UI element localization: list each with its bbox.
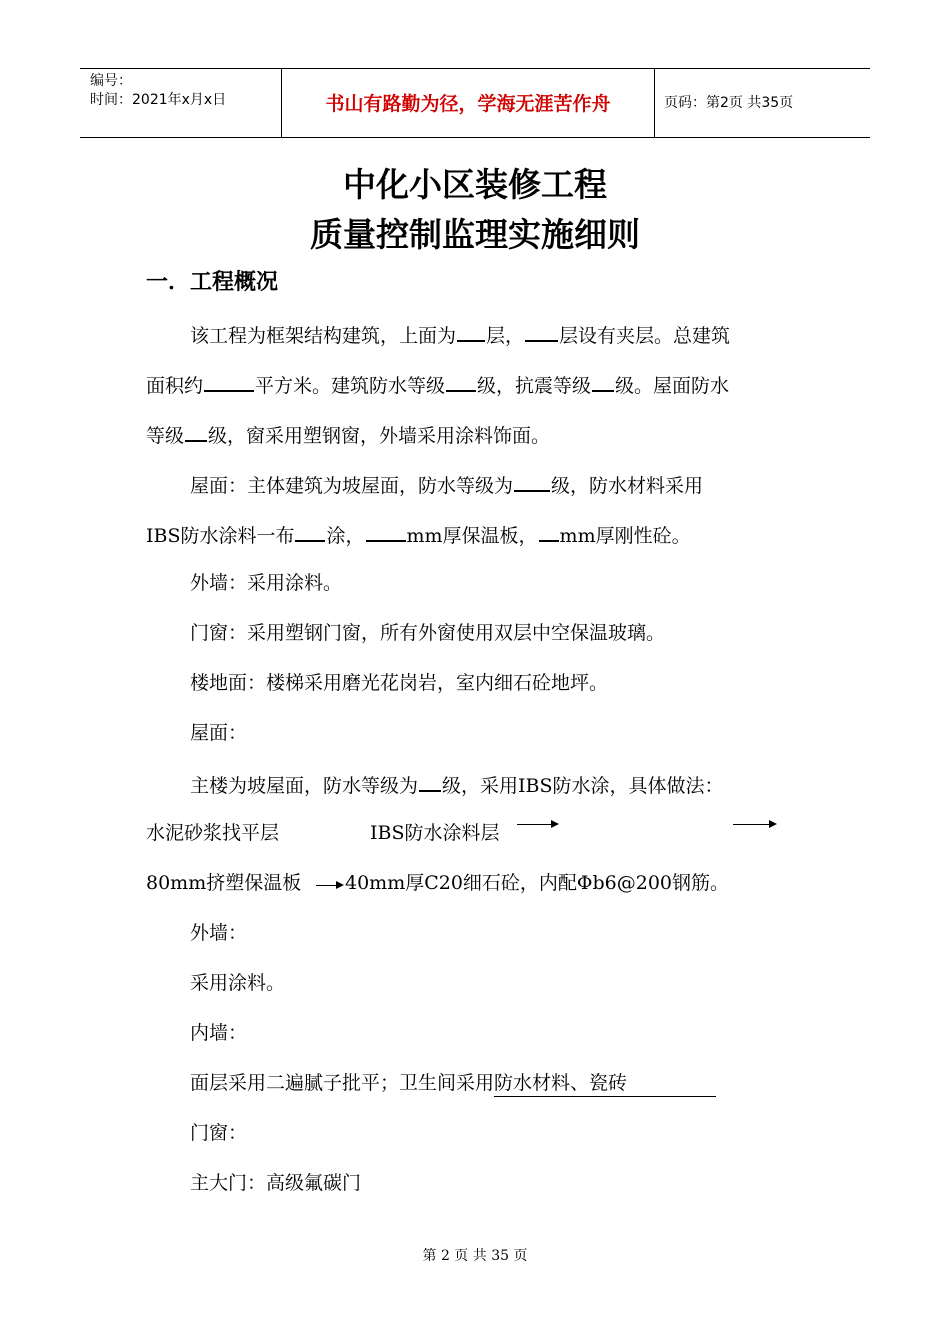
document-title-line2: 质量控制监理实施细则 — [310, 215, 640, 254]
document-title-line1: 中化小区装修工程 — [343, 165, 607, 204]
arrow-icon — [316, 885, 338, 886]
text-line: 采用涂料。 — [190, 972, 286, 994]
text-line: 内墙： — [190, 1022, 248, 1044]
text-segment: 防水材料、瓷砖 — [494, 1072, 628, 1094]
text-segment: 级，抗震等级 — [477, 375, 592, 397]
underlined-value — [494, 1070, 716, 1097]
text-line: 门窗：采用塑钢门窗，所有外窗使用双层中空保温玻璃。 — [190, 622, 666, 644]
page-footer: 第 2 页 共 35 页 — [422, 1248, 528, 1264]
text-line: 外墙：采用涂料。 — [190, 572, 343, 594]
header-page-cell — [655, 69, 870, 137]
text-segment: 面层采用二遍腻子批平；卫生间采用 — [190, 1072, 495, 1094]
header-motto-cell — [282, 69, 655, 137]
text-line: 外墙： — [190, 922, 248, 944]
page-header — [80, 68, 870, 138]
text-line: 屋面： — [190, 722, 248, 744]
fill-blank — [295, 520, 325, 542]
arrow-icon — [733, 824, 771, 825]
text-segment: mm厚保温板， — [406, 525, 538, 547]
fill-blank — [366, 520, 406, 542]
page-info: 页码：第2页 共35页 — [664, 95, 794, 111]
time-label: 时间：2021年x月x日 — [90, 92, 227, 108]
text-segment: 层设有夹层。总建筑 — [559, 325, 731, 347]
text-line: 40mm厚C20细石砼，内配Φb6@200钢筋。 — [345, 872, 730, 894]
arrow-icon — [517, 824, 553, 825]
text-segment: 级，采用IBS防水涂，具体做法： — [442, 775, 724, 797]
text-segment: IBS防水涂料一布 — [146, 525, 295, 547]
fill-blank — [446, 370, 476, 392]
fill-blank — [592, 370, 614, 392]
text-segment: 80mm挤塑保温板 — [146, 872, 302, 894]
fill-blank — [204, 370, 254, 392]
text-segment: 涂， — [326, 525, 365, 547]
text-segment: 层， — [486, 325, 525, 347]
text-line — [146, 420, 550, 449]
text-segment: 级，窗采用塑钢窗，外墙采用涂料饰面。 — [208, 425, 551, 447]
fill-blank — [457, 320, 485, 342]
text-line: 主大门：高级氟碳门 — [190, 1172, 362, 1194]
text-segment: 级，防水材料采用 — [551, 475, 704, 497]
text-line — [190, 1070, 716, 1097]
text-segment: 等级 — [146, 425, 185, 447]
text-segment: 屋面：主体建筑为坡屋面，防水等级为 — [190, 475, 514, 497]
text-line: IBS防水涂料层 — [370, 822, 500, 844]
text-line — [190, 770, 724, 799]
section-heading: 一．工程概况 — [146, 270, 279, 295]
fill-blank — [419, 770, 441, 792]
text-segment: 面积约 — [146, 375, 204, 397]
fill-blank — [514, 470, 550, 492]
text-segment: 级。屋面防水 — [615, 375, 730, 397]
text-line — [146, 520, 691, 549]
fill-blank — [539, 520, 559, 542]
motto: 书山有路勤为径，学海无涯苦作舟 — [325, 93, 611, 115]
text-line: 楼地面：楼梯采用磨光花岗岩，室内细石砼地坪。 — [190, 672, 609, 694]
text-segment: 主楼为坡屋面，防水等级为 — [190, 775, 419, 797]
fill-blank — [185, 420, 207, 442]
text-line: 水泥砂浆找平层 — [146, 822, 280, 844]
header-info-cell — [80, 69, 282, 137]
text-line — [146, 870, 301, 896]
text-segment: mm厚刚性砼。 — [559, 525, 691, 547]
text-segment: 平方米。建筑防水等级 — [255, 375, 446, 397]
text-segment: 该工程为框架结构建筑，上面为 — [190, 325, 457, 347]
text-line — [190, 470, 703, 499]
text-line — [190, 320, 730, 349]
fill-blank — [525, 320, 558, 342]
text-line: 门窗： — [190, 1122, 248, 1144]
text-line — [146, 370, 729, 399]
number-label: 编号： — [90, 73, 132, 89]
